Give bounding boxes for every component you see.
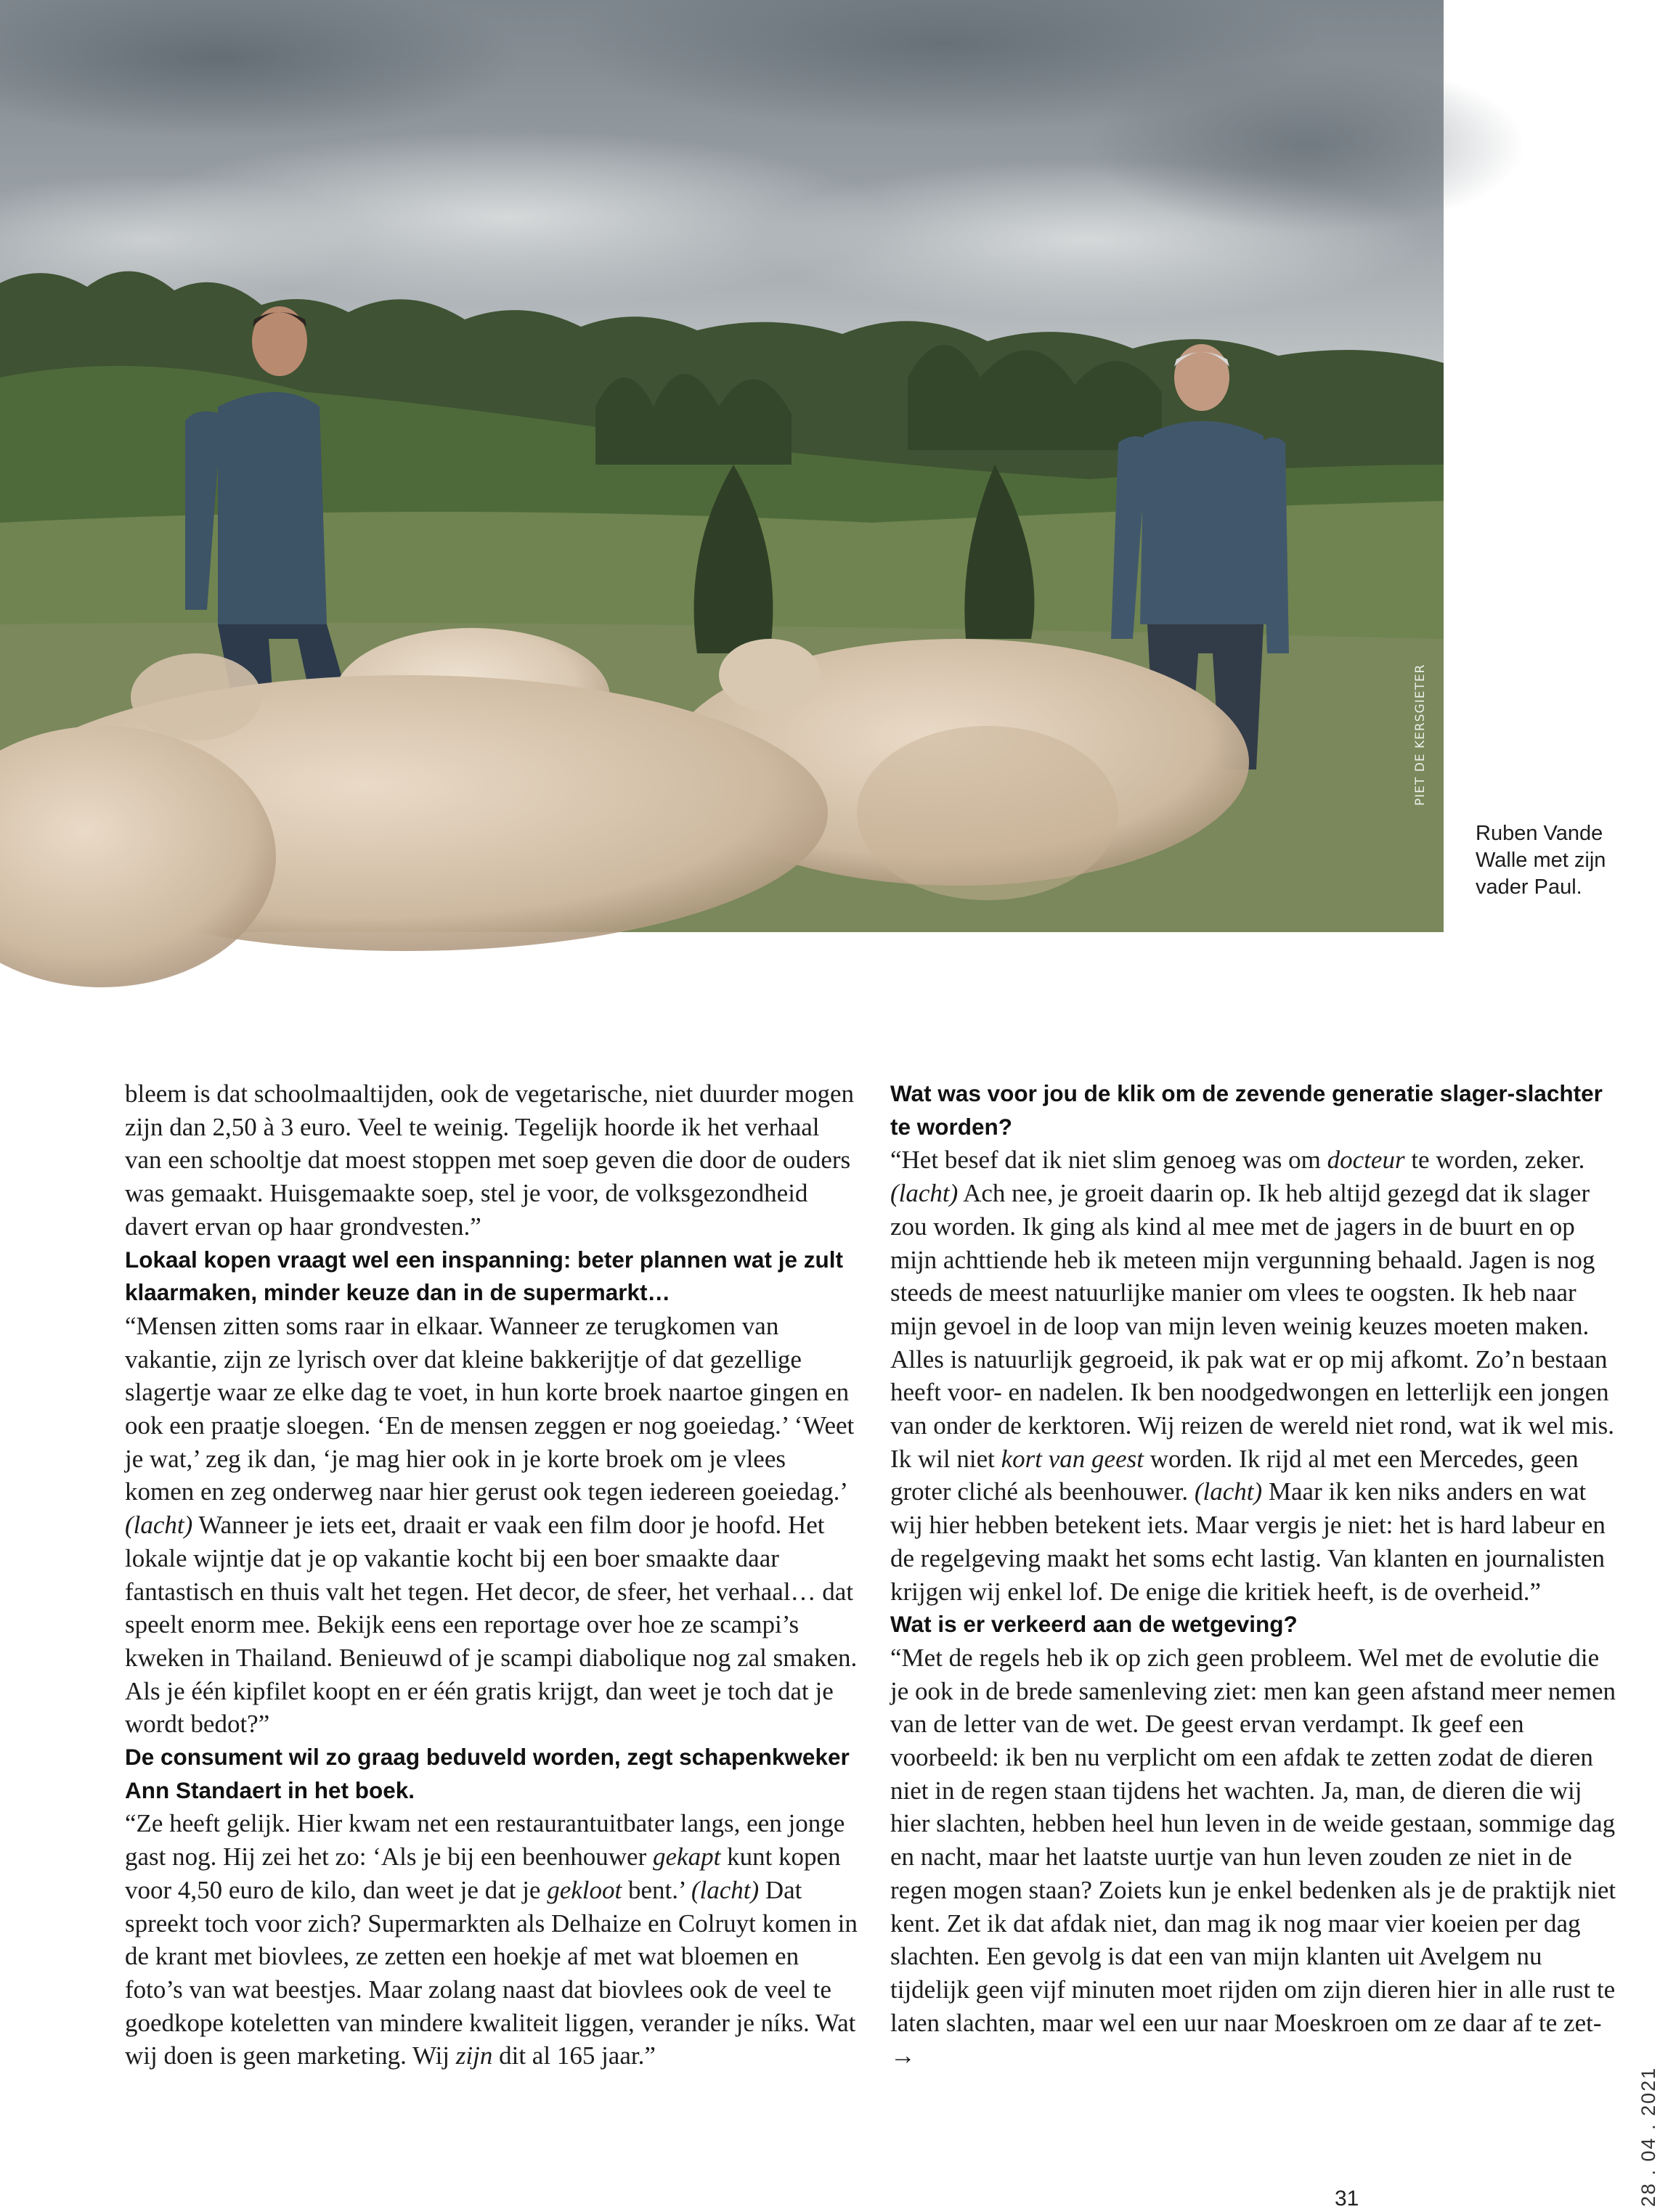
photo-credit: PIET DE KERSGIETER [1413,664,1428,806]
interview-question: Wat is er verkeerd aan de wetgeving? [890,1611,1298,1638]
answer-paragraph: “Ze heeft gelijk. Hier kwam net een restaurantuitbater langs, een jonge gast nog. Hij zei het zo: ‘Als je bij een beenhouwer gekapt kunt kopen voor 4,50 euro de kilo, dan weet je dat je gekloot bent.’ (lacht) Dat spreekt toch voor zich? Supermarkten als Delhaize en Colruyt komen in de krant met biovlees, ze zetten een hoekje af met wat bloemen en foto’s van wat beestjes. Maar zolang naast dat biovlees ook de veel te goedkope koteletten van mindere kwaliteit liggen, verander je níks. Wat wij doen is geen marketing. Wij zijn dit al 165 jaar.” [125,1809,858,2070]
interview-question: Wat was voor jou de klik om de zevende generatie slager-slachter te worden? [890,1080,1603,1140]
interview-question: Lokaal kopen vraagt wel een inspanning: beter plannen wat je zult klaarmaken, minder keuze dan in de supermarkt… [125,1246,843,1306]
answer-paragraph: “Het besef dat ik niet slim genoeg was om docteur te worden, zeker. (lacht) Ach nee, je groeit daarin op. Ik heb altijd gezegd dat ik slager zou worden. Ik ging als kind al mee met de jagers in de buurt en op mijn achttiende heb ik meteen mijn vergunning behaald. Jagen is nog steeds de meest natuurlijke manier om vlees te oogsten. Ik heb naar mijn gevoel in de loop van mijn leven weinig keuzes moeten maken. Alles is natuurlijk gegroeid, ik pak wat er op mij afkomt. Zo’n bestaan heeft voor- en nadelen. Ik ben noodgedwongen en letterlijk een jongen van onder de kerktoren. Wij reizen de wereld niet rond, wat ik wel mis. Ik wil niet kort van geest worden. Ik rijd al met een Mercedes, geen groter cliché als beenhouwer. (lacht) Maar ik ken niks anders en wat wij hier hebben betekent iets. Maar vergis je niet: het is hard labeur en de regelgeving maakt het soms echt lastig. Van klanten en journalisten krijgen wij enkel lof. De enige die kritiek heeft, is de overheid.” [890,1146,1615,1606]
article-photo [0,0,1444,932]
page-number: 31 [1335,2187,1359,2211]
interview-question: De consument wil zo graag beduveld worden, zegt schapenkweker Ann Standaert in het boek. [125,1744,850,1803]
issue-date: 28 . 04 . 2021 [1637,2066,1659,2207]
clouds [0,0,1525,319]
photo-illustration [0,0,1444,932]
answer-paragraph: “Mensen zitten soms raar in elkaar. Wanneer ze terugkomen van vakantie, zijn ze lyrisch over dat kleine bakkerijtje of dat gezellige slagertje waar ze elke dag te voet, in hun korte broek naartoe gingen en ook een praatje sloegen. ‘En de mensen zeggen er nog goeiedag.’ ‘Weet je wat,’ zeg ik dan, ‘je mag hier ook in je korte broek om je vlees komen en zeg onderweg naar hier gerust ook tegen iedereen goeiedag.’ (lacht) Wanneer je iets eet, draait er vaak een film door je hoofd. Het lokale wijntje dat je op vakantie kocht bij een boer smaakte daar fantastisch en thuis valt het tegen. Het decor, de sfeer, het verhaal… dat speelt enorm mee. Bekijk eens een reportage over hoe ze scampi’s kweken in Thailand. Benieuwd of je scampi diabolique nog zal smaken. Als je één kipfilet koopt en er één gratis krijgt, dan weet je toch dat je wordt bedot?” [125,1311,858,1739]
answer-paragraph: “Met de regels heb ik op zich geen probleem. Wel met de evolutie die je ook in de brede samenleving ziet: men kan geen afstand meer nemen van de letter van de wet. De geest ervan verdampt. Ik geef een voorbeeld: ik ben nu verplicht om een afdak te zetten zodat de dieren niet in de regen staan tijdens het wachten. Ja, man, de dieren die wij hier slachten, hebben heel hun leven in de weide gestaan, sommige dag en nacht, maar het laatste uurtje van hun leven zouden ze niet in de regen mogen staan? Zoiets kun je enkel bedenken als je de praktijk niet kent. Zet ik dat afdak niet, dan mag ik nog maar vier koeien per dag slachten. Een gevolg is dat een van mijn klanten uit Avelgem nu tijdelijk geen vijf minuten moet rijden om zijn dieren hier in alle rust te laten slachten, maar wel een uur naar Moeskroen om ze daar af te zet-→ [890,1643,1616,2070]
answer-paragraph: bleem is dat schoolmaaltijden, ook de vegetarische, niet duurder mogen zijn dan 2,50 à 3 euro. Veel te weinig. Tegelijk hoorde ik het verhaal van een schooltje dat moest stoppen met soep geven die door de ouders was gemaakt. Huisgemaakte soep, stel je voor, de volksgezondheid davert ervan op haar grondvesten.” [125,1080,854,1241]
right-column [890,1077,1624,2073]
photo-caption: Ruben Vande Walle met zijn vader Paul. [1476,822,1606,899]
left-column [125,1077,858,2073]
